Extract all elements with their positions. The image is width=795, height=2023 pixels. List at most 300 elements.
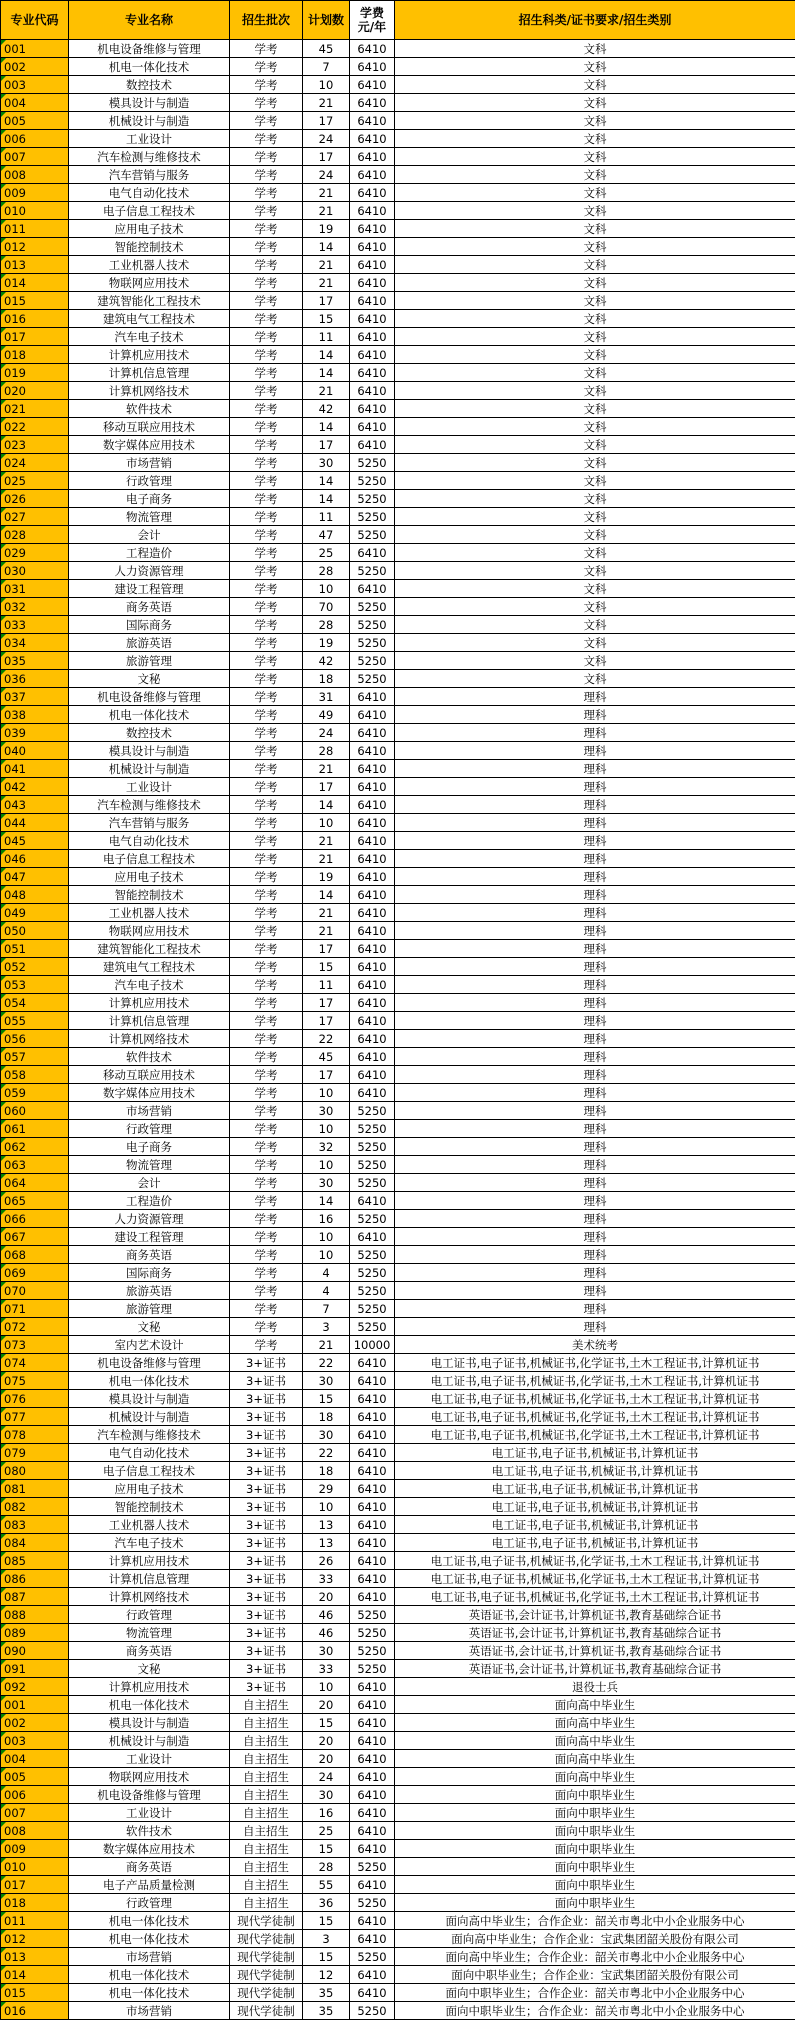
- code-cell: 006: [1, 1786, 69, 1804]
- fee-cell: 6410: [350, 1588, 395, 1606]
- category-cell: 电工证书,电子证书,机械证书,化学证书,土木工程证书,计算机证书: [395, 1390, 795, 1408]
- code-cell: 010: [1, 202, 69, 220]
- code-cell: 042: [1, 778, 69, 796]
- name-cell: 机电一体化技术: [69, 1966, 230, 1984]
- code-cell: 016: [1, 2002, 69, 2020]
- name-cell: 模具设计与制造: [69, 94, 230, 112]
- table-row: [1, 1498, 795, 1516]
- category-cell: 电工证书,电子证书,机械证书,计算机证书: [395, 1480, 795, 1498]
- name-cell: 电子信息工程技术: [69, 202, 230, 220]
- name-cell: 市场营销: [69, 1102, 230, 1120]
- table-row: [1, 940, 795, 958]
- batch-cell: 学考: [230, 436, 303, 454]
- code-cell: 012: [1, 1930, 69, 1948]
- plan-cell: 42: [303, 652, 350, 670]
- name-cell: 机电设备维修与管理: [69, 688, 230, 706]
- batch-cell: 学考: [230, 544, 303, 562]
- category-cell: 英语证书,会计证书,计算机证书,教育基础综合证书: [395, 1606, 795, 1624]
- fee-cell: 5250: [350, 562, 395, 580]
- batch-cell: 现代学徒制: [230, 1948, 303, 1966]
- batch-cell: 自主招生: [230, 1894, 303, 1912]
- fee-cell: 5250: [350, 1156, 395, 1174]
- category-cell: 文科: [395, 490, 795, 508]
- name-cell: 物联网应用技术: [69, 922, 230, 940]
- fee-cell: 6410: [350, 1840, 395, 1858]
- category-cell: 英语证书,会计证书,计算机证书,教育基础综合证书: [395, 1642, 795, 1660]
- batch-cell: 学考: [230, 454, 303, 472]
- table-row: [1, 1552, 795, 1570]
- batch-cell: 3+证书: [230, 1552, 303, 1570]
- fee-cell: 10000: [350, 1336, 395, 1354]
- name-cell: 工业设计: [69, 778, 230, 796]
- name-cell: 机电一体化技术: [69, 1912, 230, 1930]
- category-cell: 理科: [395, 1228, 795, 1246]
- plan-cell: 28: [303, 742, 350, 760]
- table-row: [1, 1678, 795, 1696]
- fee-cell: 6410: [350, 364, 395, 382]
- batch-cell: 现代学徒制: [230, 1966, 303, 1984]
- code-cell: 019: [1, 364, 69, 382]
- code-cell: 074: [1, 1354, 69, 1372]
- table-row: [1, 1264, 795, 1282]
- batch-cell: 自主招生: [230, 1732, 303, 1750]
- table-body: [1, 40, 795, 2020]
- batch-cell: 学考: [230, 886, 303, 904]
- table-row: [1, 310, 795, 328]
- batch-cell: 学考: [230, 382, 303, 400]
- category-cell: 理科: [395, 1138, 795, 1156]
- category-cell: 面向高中毕业生: [395, 1768, 795, 1786]
- category-cell: 电工证书,电子证书,机械证书,计算机证书: [395, 1516, 795, 1534]
- name-cell: 会计: [69, 526, 230, 544]
- plan-cell: 20: [303, 1696, 350, 1714]
- category-cell: 面向高中毕业生: [395, 1714, 795, 1732]
- batch-cell: 学考: [230, 922, 303, 940]
- batch-cell: 学考: [230, 976, 303, 994]
- fee-cell: 5250: [350, 1624, 395, 1642]
- batch-cell: 学考: [230, 652, 303, 670]
- fee-cell: 6410: [350, 1354, 395, 1372]
- table-row: [1, 778, 795, 796]
- name-cell: 机电一体化技术: [69, 1930, 230, 1948]
- name-cell: 软件技术: [69, 400, 230, 418]
- fee-cell: 6410: [350, 922, 395, 940]
- category-cell: 理科: [395, 1030, 795, 1048]
- category-cell: 面向中职毕业生: [395, 1822, 795, 1840]
- batch-cell: 学考: [230, 148, 303, 166]
- code-cell: 062: [1, 1138, 69, 1156]
- category-cell: 理科: [395, 922, 795, 940]
- table-row: [1, 76, 795, 94]
- name-cell: 机械设计与制造: [69, 760, 230, 778]
- plan-cell: 15: [303, 1714, 350, 1732]
- fee-cell: 6410: [350, 904, 395, 922]
- fee-cell: 6410: [350, 958, 395, 976]
- category-cell: 面向中职毕业生: [395, 1786, 795, 1804]
- category-cell: 电工证书,电子证书,机械证书,化学证书,土木工程证书,计算机证书: [395, 1570, 795, 1588]
- fee-cell: 5250: [350, 2002, 395, 2020]
- plan-cell: 22: [303, 1444, 350, 1462]
- batch-cell: 学考: [230, 184, 303, 202]
- category-cell: 文科: [395, 148, 795, 166]
- code-cell: 051: [1, 940, 69, 958]
- batch-cell: 现代学徒制: [230, 1984, 303, 2002]
- table-row: [1, 508, 795, 526]
- name-cell: 汽车营销与服务: [69, 166, 230, 184]
- table-row: [1, 1894, 795, 1912]
- name-cell: 机械设计与制造: [69, 1732, 230, 1750]
- batch-cell: 学考: [230, 634, 303, 652]
- fee-cell: 6410: [350, 832, 395, 850]
- batch-cell: 学考: [230, 562, 303, 580]
- name-cell: 移动互联应用技术: [69, 418, 230, 436]
- fee-cell: 6410: [350, 418, 395, 436]
- fee-cell: 6410: [350, 1876, 395, 1894]
- batch-cell: 学考: [230, 274, 303, 292]
- batch-cell: 学考: [230, 1012, 303, 1030]
- category-cell: 英语证书,会计证书,计算机证书,教育基础综合证书: [395, 1660, 795, 1678]
- category-cell: 文科: [395, 364, 795, 382]
- category-cell: 文科: [395, 526, 795, 544]
- batch-cell: 自主招生: [230, 1750, 303, 1768]
- code-cell: 033: [1, 616, 69, 634]
- batch-cell: 学考: [230, 724, 303, 742]
- code-cell: 083: [1, 1516, 69, 1534]
- fee-cell: 6410: [350, 310, 395, 328]
- batch-cell: 学考: [230, 112, 303, 130]
- category-cell: 面向中职毕业生: [395, 1804, 795, 1822]
- fee-cell: 6410: [350, 1552, 395, 1570]
- code-cell: 090: [1, 1642, 69, 1660]
- category-cell: 文科: [395, 238, 795, 256]
- code-cell: 027: [1, 508, 69, 526]
- batch-cell: 自主招生: [230, 1768, 303, 1786]
- plan-cell: 25: [303, 1822, 350, 1840]
- code-cell: 077: [1, 1408, 69, 1426]
- plan-cell: 21: [303, 274, 350, 292]
- code-cell: 024: [1, 454, 69, 472]
- code-cell: 068: [1, 1246, 69, 1264]
- category-cell: 电工证书,电子证书,机械证书,计算机证书: [395, 1444, 795, 1462]
- code-cell: 015: [1, 1984, 69, 2002]
- category-cell: 电工证书,电子证书,机械证书,化学证书,土木工程证书,计算机证书: [395, 1552, 795, 1570]
- plan-cell: 28: [303, 1858, 350, 1876]
- table-row: [1, 1588, 795, 1606]
- plan-cell: 14: [303, 238, 350, 256]
- name-cell: 机电设备维修与管理: [69, 40, 230, 58]
- code-cell: 058: [1, 1066, 69, 1084]
- header-name: 专业名称: [69, 1, 230, 40]
- plan-cell: 10: [303, 1228, 350, 1246]
- plan-cell: 17: [303, 778, 350, 796]
- category-cell: 电工证书,电子证书,机械证书,化学证书,土木工程证书,计算机证书: [395, 1588, 795, 1606]
- fee-cell: 6410: [350, 40, 395, 58]
- name-cell: 文秘: [69, 1660, 230, 1678]
- table-row: [1, 526, 795, 544]
- plan-cell: 4: [303, 1282, 350, 1300]
- table-row: [1, 976, 795, 994]
- code-cell: 048: [1, 886, 69, 904]
- plan-cell: 13: [303, 1534, 350, 1552]
- fee-cell: 6410: [350, 1822, 395, 1840]
- code-cell: 081: [1, 1480, 69, 1498]
- batch-cell: 自主招生: [230, 1714, 303, 1732]
- plan-cell: 30: [303, 1102, 350, 1120]
- fee-cell: 5250: [350, 598, 395, 616]
- fee-cell: 6410: [350, 994, 395, 1012]
- table-row: [1, 130, 795, 148]
- fee-cell: 6410: [350, 1426, 395, 1444]
- batch-cell: 学考: [230, 1138, 303, 1156]
- fee-cell: 6410: [350, 1534, 395, 1552]
- code-cell: 013: [1, 256, 69, 274]
- name-cell: 行政管理: [69, 1894, 230, 1912]
- plan-cell: 21: [303, 922, 350, 940]
- plan-cell: 46: [303, 1624, 350, 1642]
- table-row: [1, 1048, 795, 1066]
- fee-cell: 5250: [350, 1120, 395, 1138]
- category-cell: 文科: [395, 166, 795, 184]
- code-cell: 018: [1, 346, 69, 364]
- name-cell: 商务英语: [69, 598, 230, 616]
- category-cell: 文科: [395, 544, 795, 562]
- batch-cell: 学考: [230, 1156, 303, 1174]
- name-cell: 物流管理: [69, 1156, 230, 1174]
- name-cell: 智能控制技术: [69, 886, 230, 904]
- fee-cell: 5250: [350, 1858, 395, 1876]
- table-row: [1, 238, 795, 256]
- batch-cell: 学考: [230, 958, 303, 976]
- category-cell: 理科: [395, 1300, 795, 1318]
- code-cell: 014: [1, 1966, 69, 1984]
- plan-cell: 14: [303, 346, 350, 364]
- batch-cell: 学考: [230, 994, 303, 1012]
- batch-cell: 学考: [230, 526, 303, 544]
- category-cell: 文科: [395, 580, 795, 598]
- plan-cell: 10: [303, 1498, 350, 1516]
- category-cell: 电工证书,电子证书,机械证书,化学证书,土木工程证书,计算机证书: [395, 1426, 795, 1444]
- plan-cell: 15: [303, 1948, 350, 1966]
- plan-cell: 10: [303, 76, 350, 94]
- name-cell: 应用电子技术: [69, 1480, 230, 1498]
- batch-cell: 3+证书: [230, 1372, 303, 1390]
- batch-cell: 学考: [230, 778, 303, 796]
- code-cell: 064: [1, 1174, 69, 1192]
- category-cell: 美术统考: [395, 1336, 795, 1354]
- plan-cell: 28: [303, 616, 350, 634]
- name-cell: 电子商务: [69, 490, 230, 508]
- table-row: [1, 1642, 795, 1660]
- plan-cell: 16: [303, 1210, 350, 1228]
- code-cell: 089: [1, 1624, 69, 1642]
- category-cell: 面向中职毕业生: [395, 1894, 795, 1912]
- plan-cell: 24: [303, 724, 350, 742]
- fee-cell: 6410: [350, 202, 395, 220]
- category-cell: 文科: [395, 310, 795, 328]
- fee-cell: 5250: [350, 1138, 395, 1156]
- category-cell: 文科: [395, 454, 795, 472]
- plan-cell: 17: [303, 1066, 350, 1084]
- batch-cell: 学考: [230, 1264, 303, 1282]
- table-row: [1, 328, 795, 346]
- name-cell: 建筑电气工程技术: [69, 958, 230, 976]
- fee-cell: 6410: [350, 1930, 395, 1948]
- code-cell: 014: [1, 274, 69, 292]
- batch-cell: 现代学徒制: [230, 2002, 303, 2020]
- code-cell: 017: [1, 328, 69, 346]
- batch-cell: 现代学徒制: [230, 1912, 303, 1930]
- batch-cell: 学考: [230, 58, 303, 76]
- category-cell: 理科: [395, 778, 795, 796]
- category-cell: 文科: [395, 472, 795, 490]
- name-cell: 汽车营销与服务: [69, 814, 230, 832]
- table-row: [1, 1732, 795, 1750]
- table-row: [1, 292, 795, 310]
- table-row: [1, 2002, 795, 2020]
- category-cell: 理科: [395, 1084, 795, 1102]
- code-cell: 046: [1, 850, 69, 868]
- name-cell: 建筑电气工程技术: [69, 310, 230, 328]
- batch-cell: 学考: [230, 1246, 303, 1264]
- table-row: [1, 1876, 795, 1894]
- batch-cell: 学考: [230, 706, 303, 724]
- name-cell: 文秘: [69, 1318, 230, 1336]
- category-cell: 理科: [395, 1102, 795, 1120]
- plan-cell: 49: [303, 706, 350, 724]
- plan-cell: 10: [303, 1120, 350, 1138]
- fee-cell: 6410: [350, 742, 395, 760]
- name-cell: 电子信息工程技术: [69, 850, 230, 868]
- name-cell: 电气自动化技术: [69, 832, 230, 850]
- fee-cell: 6410: [350, 346, 395, 364]
- batch-cell: 3+证书: [230, 1570, 303, 1588]
- plan-cell: 21: [303, 1336, 350, 1354]
- code-cell: 001: [1, 40, 69, 58]
- code-cell: 038: [1, 706, 69, 724]
- batch-cell: 学考: [230, 310, 303, 328]
- table-row: [1, 706, 795, 724]
- category-cell: 电工证书,电子证书,机械证书,化学证书,土木工程证书,计算机证书: [395, 1354, 795, 1372]
- fee-cell: 5250: [350, 454, 395, 472]
- category-cell: 面向高中毕业生；合作企业：韶关市粤北中小企业服务中心: [395, 1912, 795, 1930]
- plan-cell: 18: [303, 1462, 350, 1480]
- fee-cell: 6410: [350, 778, 395, 796]
- batch-cell: 学考: [230, 292, 303, 310]
- name-cell: 数控技术: [69, 724, 230, 742]
- name-cell: 应用电子技术: [69, 868, 230, 886]
- category-cell: 面向中职毕业生: [395, 1858, 795, 1876]
- table-row: [1, 274, 795, 292]
- plan-cell: 17: [303, 940, 350, 958]
- table-row: [1, 1858, 795, 1876]
- batch-cell: 学考: [230, 40, 303, 58]
- plan-cell: 20: [303, 1732, 350, 1750]
- table-row: [1, 418, 795, 436]
- category-cell: 理科: [395, 742, 795, 760]
- fee-cell: 6410: [350, 886, 395, 904]
- plan-cell: 3: [303, 1318, 350, 1336]
- name-cell: 机电一体化技术: [69, 1696, 230, 1714]
- category-cell: 文科: [395, 400, 795, 418]
- table-row: [1, 220, 795, 238]
- fee-cell: 6410: [350, 796, 395, 814]
- name-cell: 国际商务: [69, 616, 230, 634]
- plan-cell: 30: [303, 1372, 350, 1390]
- batch-cell: 学考: [230, 1084, 303, 1102]
- plan-cell: 17: [303, 112, 350, 130]
- batch-cell: 3+证书: [230, 1354, 303, 1372]
- table-row: [1, 814, 795, 832]
- batch-cell: 学考: [230, 670, 303, 688]
- table-row: [1, 454, 795, 472]
- plan-cell: 33: [303, 1660, 350, 1678]
- batch-cell: 学考: [230, 238, 303, 256]
- batch-cell: 学考: [230, 742, 303, 760]
- category-cell: 理科: [395, 832, 795, 850]
- plan-cell: 30: [303, 1426, 350, 1444]
- plan-cell: 7: [303, 58, 350, 76]
- category-cell: 文科: [395, 382, 795, 400]
- category-cell: 理科: [395, 796, 795, 814]
- fee-cell: 6410: [350, 814, 395, 832]
- fee-cell: 6410: [350, 1048, 395, 1066]
- category-cell: 文科: [395, 670, 795, 688]
- name-cell: 建筑智能化工程技术: [69, 940, 230, 958]
- plan-cell: 36: [303, 1894, 350, 1912]
- table-row: [1, 886, 795, 904]
- category-cell: 面向高中毕业生: [395, 1696, 795, 1714]
- category-cell: 文科: [395, 220, 795, 238]
- fee-cell: 5250: [350, 1606, 395, 1624]
- fee-cell: 5250: [350, 490, 395, 508]
- table-row: [1, 436, 795, 454]
- code-cell: 005: [1, 1768, 69, 1786]
- name-cell: 数字媒体应用技术: [69, 436, 230, 454]
- name-cell: 应用电子技术: [69, 220, 230, 238]
- name-cell: 汽车检测与维修技术: [69, 796, 230, 814]
- code-cell: 063: [1, 1156, 69, 1174]
- category-cell: 理科: [395, 1174, 795, 1192]
- plan-cell: 25: [303, 544, 350, 562]
- plan-cell: 17: [303, 148, 350, 166]
- plan-cell: 70: [303, 598, 350, 616]
- fee-cell: 6410: [350, 292, 395, 310]
- code-cell: 076: [1, 1390, 69, 1408]
- name-cell: 计算机网络技术: [69, 1588, 230, 1606]
- category-cell: 电工证书,电子证书,机械证书,计算机证书: [395, 1534, 795, 1552]
- name-cell: 数字媒体应用技术: [69, 1840, 230, 1858]
- name-cell: 机电设备维修与管理: [69, 1786, 230, 1804]
- batch-cell: 学考: [230, 418, 303, 436]
- fee-cell: 6410: [350, 1516, 395, 1534]
- fee-cell: 6410: [350, 1030, 395, 1048]
- table-row: [1, 904, 795, 922]
- name-cell: 计算机网络技术: [69, 1030, 230, 1048]
- plan-cell: 30: [303, 1642, 350, 1660]
- plan-cell: 20: [303, 1750, 350, 1768]
- fee-cell: 6410: [350, 328, 395, 346]
- name-cell: 机械设计与制造: [69, 112, 230, 130]
- name-cell: 国际商务: [69, 1264, 230, 1282]
- name-cell: 机电一体化技术: [69, 706, 230, 724]
- name-cell: 计算机应用技术: [69, 346, 230, 364]
- category-cell: 文科: [395, 562, 795, 580]
- category-cell: 理科: [395, 1318, 795, 1336]
- batch-cell: 3+证书: [230, 1588, 303, 1606]
- code-cell: 034: [1, 634, 69, 652]
- plan-cell: 26: [303, 1552, 350, 1570]
- category-cell: 理科: [395, 1048, 795, 1066]
